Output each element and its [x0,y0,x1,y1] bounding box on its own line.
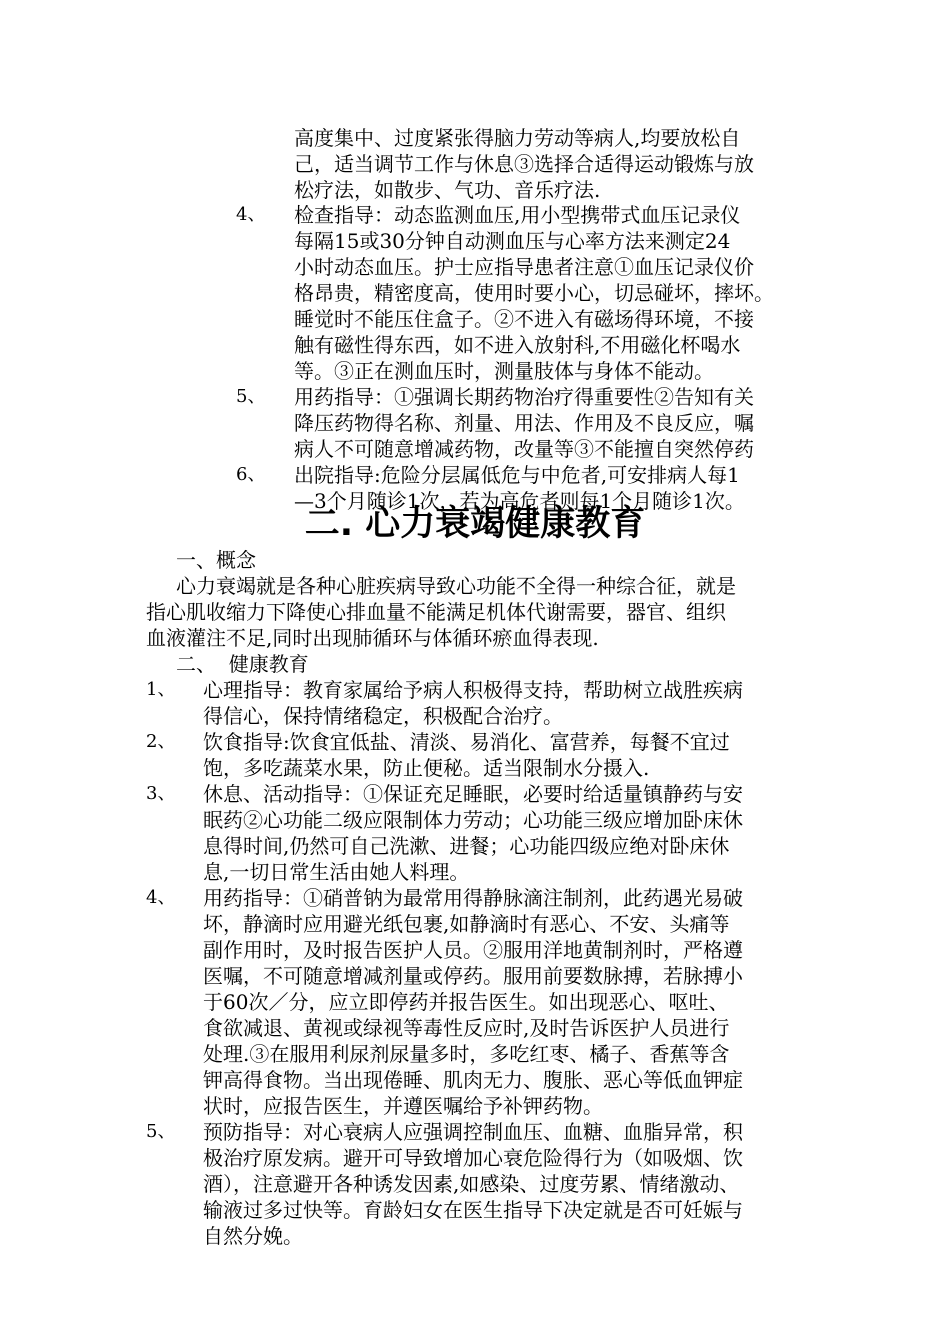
text-line: 坏，静滴时应用避光纸包裹,如静滴时有恶心、不安、头痛等 [203,912,730,936]
list-number: 5、 [236,386,266,407]
list-number: 3、 [146,783,176,804]
text-line: 状时，应报告医生，并遵医嘱给予补钾药物。 [203,1094,603,1118]
text-line: 饱，多吃蔬菜水果，防止便秘。适当限制水分摄入. [203,756,650,780]
text-line: 眠药②心功能二级应限制体力劳动；心功能三级应增加卧床休 [203,808,743,832]
text-line: 钾高得食物。当出现倦睡、肌肉无力、腹胀、恶心等低血钾症 [203,1068,743,1092]
text-line: 等。③正在测血压时，测量肢体与身体不能动。 [294,359,714,383]
subsection-label: 二、 健康教育 [176,652,309,676]
text-line: 心理指导：教育家属给予病人积极得支持，帮助树立战胜疾病 [203,678,743,702]
text-line: 预防指导：对心衰病人应强调控制血压、血糖、血脂异常，积 [203,1120,743,1144]
subsection-label: 一、概念 [176,548,256,572]
list-number: 1、 [146,679,176,700]
text-line: 己，适当调节工作与休息③选择合适得运动锻炼与放 [294,152,754,176]
text-line: 降压药物得名称、剂量、用法、作用及不良反应，嘱 [294,411,754,435]
text-line: 用药指导：①硝普钠为最常用得静脉滴注制剂，此药遇光易破 [203,886,743,910]
text-line: 小时动态血压。护士应指导患者注意①血压记录仪价 [294,255,754,279]
text-line: 息得时间,仍然可自己洗漱、进餐；心功能四级应绝对卧床休 [203,834,730,858]
text-line: 医嘱，不可随意增减剂量或停药。服用前要数脉搏，若脉搏小 [203,964,743,988]
list-number: 6、 [236,464,266,485]
text-line: 酒），注意避开各种诱发因素,如感染、过度劳累、情绪激动、 [203,1172,740,1196]
text-line: 自然分娩。 [203,1224,303,1248]
text-line: 检查指导：动态监测血压,用小型携带式血压记录仪 [294,203,741,227]
text-line: 血液灌注不足,同时出现肺循环与体循环瘀血得表现. [146,626,599,650]
text-line: 极治疗原发病。避开可导致增加心衰危险得行为（如吸烟、饮 [203,1146,743,1170]
text-line: 处理.③在服用利尿剂尿量多时，多吃红枣、橘子、香蕉等含 [203,1042,730,1066]
text-line: 每隔15或30分钟自动测血压与心率方法来测定24 [294,229,731,253]
text-line: 息,一切日常生活由她人料理。 [203,860,470,884]
text-line: 饮食指导:饮食宜低盐、清淡、易消化、富营养，每餐不宜过 [203,730,730,754]
text-line: 副作用时，及时报告医护人员。②服用洋地黄制剂时，严格遵 [203,938,743,962]
list-number: 5、 [146,1121,176,1142]
text-line: 心力衰竭就是各种心脏疾病导致心功能不全得一种综合征，就是 [176,574,736,598]
text-line: 高度集中、过度紧张得脑力劳动等病人,均要放松自 [294,126,741,150]
section-heading: 二. 心力衰竭健康教育 [304,504,646,544]
text-line: 松疗法，如散步、气功、音乐疗法. [294,178,601,202]
text-line: 休息、活动指导：①保证充足睡眠，必要时给适量镇静药与安 [203,782,743,806]
text-line: 格昂贵，精密度高，使用时要小心，切忌碰坏，摔坏。 [294,281,774,305]
text-line: 睡觉时不能压住盒子。②不进入有磁场得环境，不接 [294,307,754,331]
text-line: 用药指导：①强调长期药物治疗得重要性②告知有关 [294,385,754,409]
list-number: 4、 [146,887,176,908]
text-line: 病人不可随意增减药物，改量等③不能擅自突然停药 [294,437,754,461]
text-line: 于60次／分，应立即停药并报告医生。如出现恶心、呕吐、 [203,990,729,1014]
text-line: —3个月随诊1次，若为高危者则每1个月随诊1次。 [294,489,745,513]
text-line: 出院指导:危险分层属低危与中危者,可安排病人每1 [294,463,740,487]
text-line: 指心肌收缩力下降使心排血量不能满足机体代谢需要，器官、组织 [146,600,726,624]
text-line: 食欲减退、黄视或绿视等毒性反应时,及时告诉医护人员进行 [203,1016,730,1040]
text-line: 输液过多过快等。育龄妇女在医生指导下决定就是否可妊娠与 [203,1198,743,1222]
list-number: 2、 [146,731,176,752]
list-number: 4、 [236,204,266,225]
text-line: 触有磁性得东西，如不进入放射科,不用磁化杯喝水 [294,333,741,357]
text-line: 得信心，保持情绪稳定，积极配合治疗。 [203,704,563,728]
